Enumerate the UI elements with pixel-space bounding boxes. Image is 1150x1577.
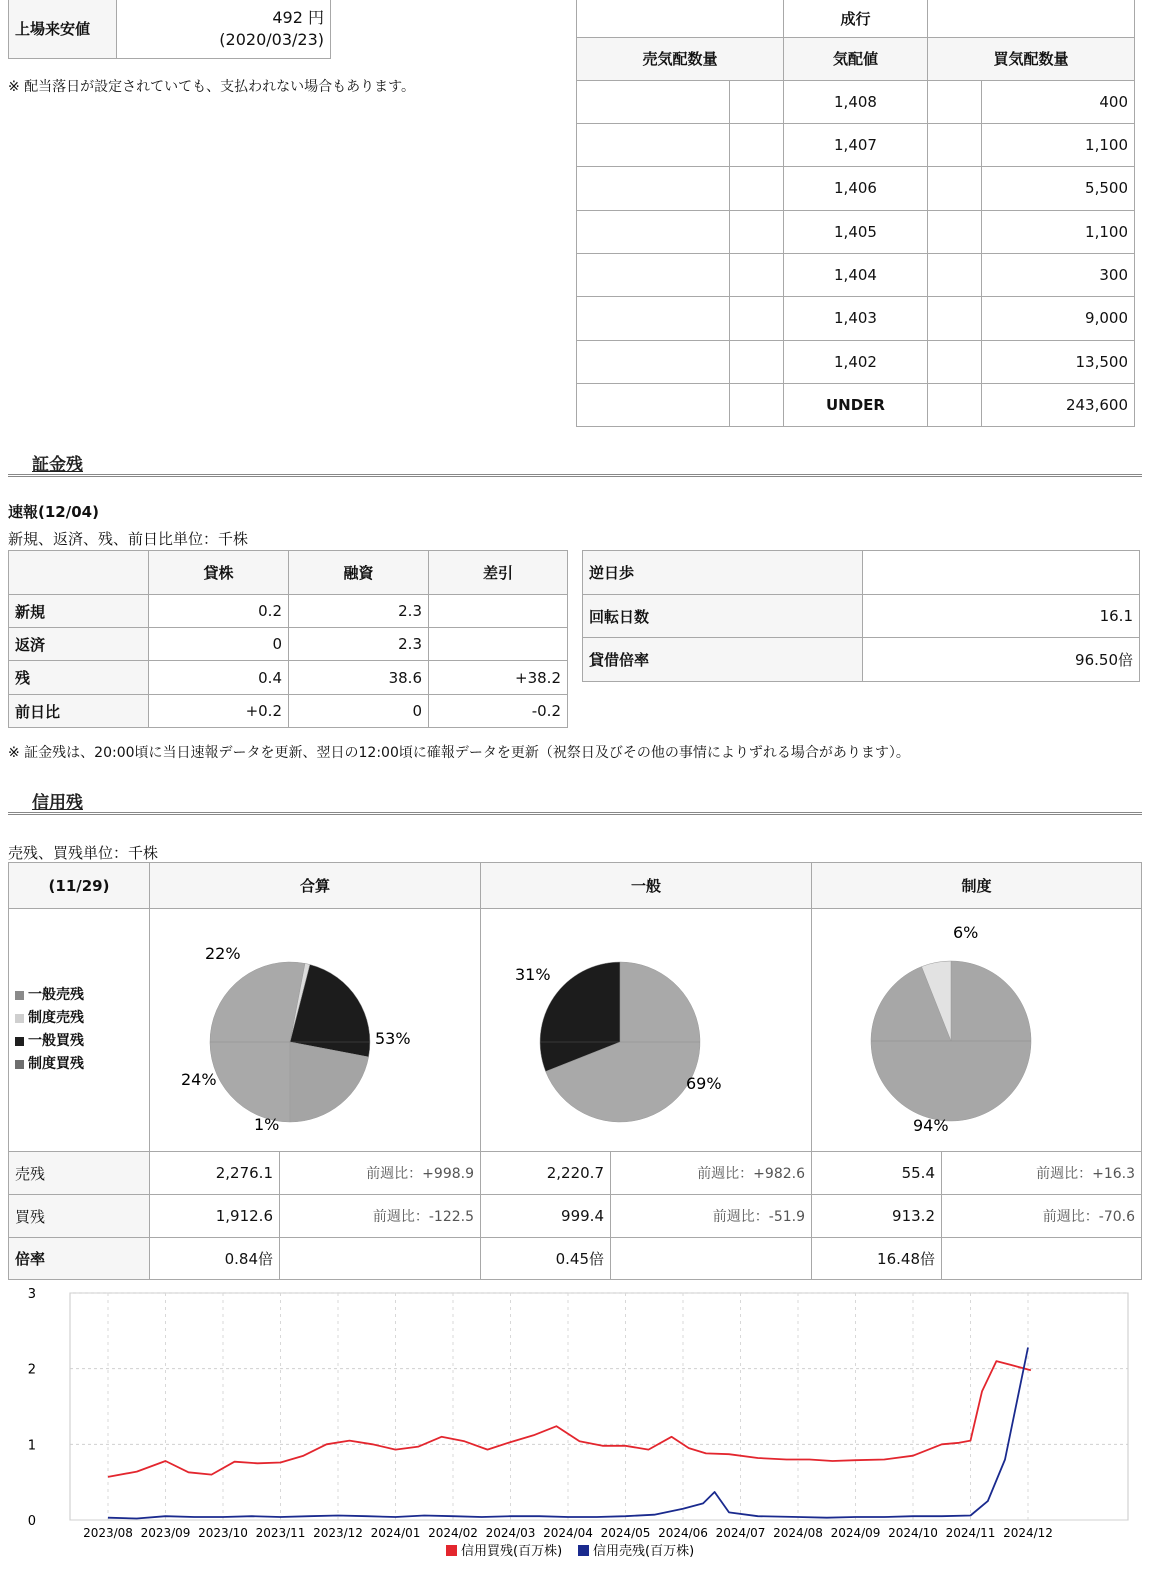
chart-x-tick-label: 2024/11 (945, 1526, 996, 1540)
chart-x-tick-label: 2024/01 (370, 1526, 421, 1540)
legend-label: 一般売残 (28, 987, 84, 1003)
chart-x-tick-label: 2024/02 (428, 1526, 478, 1540)
margin-row-label: 残 (9, 661, 149, 695)
low-price-table (8, 0, 331, 59)
credit-balance-chart (0, 1285, 1150, 1577)
buy-qty: 13,500 (982, 340, 1135, 383)
credit-table (8, 862, 1142, 1280)
legend-label: 一般買残 (28, 1033, 84, 1049)
chart-x-tick-label: 2023/08 (83, 1526, 133, 1540)
chart-x-tick-label: 2023/12 (313, 1526, 363, 1540)
order-book-table (576, 0, 1135, 427)
pie-cell-general (481, 909, 812, 1152)
pie-legend-cell (9, 909, 150, 1152)
pie-label-1: 1% (254, 1115, 280, 1134)
chart-y-ticks (28, 1287, 36, 1529)
turnover-days-label: 回転日数 (583, 595, 863, 638)
credit-date: (11/29) (9, 863, 150, 909)
buy-qty: 300 (982, 253, 1135, 296)
pie-cell-system (812, 909, 1142, 1152)
credit-row-label: 買残 (9, 1195, 150, 1238)
margin-unit-note: 新規、返済、残、前日比単位：千株 (8, 530, 249, 548)
margin-lending: +0.2 (149, 695, 289, 728)
credit-unit-note: 売残、買残単位：千株 (8, 844, 159, 862)
pie-label-94: 94% (913, 1116, 949, 1135)
credit-section-rule (8, 812, 1142, 815)
low-price-date: (2020/03/23) (219, 29, 324, 49)
credit-row-label: 倍率 (9, 1238, 150, 1280)
legend-label-sell: 信用売残(百万株) (593, 1544, 695, 1559)
legend-swatch (15, 1014, 24, 1023)
credit-row-sell (9, 1152, 1142, 1195)
credit-weekly-change: 前週比：+982.6 (611, 1152, 812, 1195)
series-line-margin-buy (108, 1361, 1031, 1477)
credit-value (280, 1238, 481, 1280)
chart-y-tick-label: 0 (27, 1514, 36, 1529)
credit-value: 1,912.6 (150, 1195, 280, 1238)
margin-net (429, 628, 568, 661)
credit-value: 55.4 (812, 1152, 942, 1195)
margin-financing: 2.3 (289, 595, 429, 628)
quote-price: UNDER (784, 383, 928, 426)
chart-x-tick-label: 2024/09 (830, 1526, 881, 1540)
legend-item-general-buy (15, 1030, 149, 1053)
credit-value: 913.2 (812, 1195, 942, 1238)
legend-label-buy: 信用買残(百万株) (461, 1544, 563, 1559)
quote-header: 気配値 (784, 37, 928, 80)
chart-x-tick-label: 2024/12 (1003, 1526, 1053, 1540)
buy-qty: 1,100 (982, 210, 1135, 253)
credit-weekly-change: 前週比：+998.9 (280, 1152, 481, 1195)
credit-col-general: 一般 (481, 863, 812, 909)
chart-x-tick-label: 2024/05 (600, 1526, 651, 1540)
margin-net: +38.2 (429, 661, 568, 695)
chart-series (108, 1348, 1031, 1519)
pie-label-6: 6% (953, 923, 979, 942)
credit-row-label: 売残 (9, 1152, 150, 1195)
margin-table (8, 550, 568, 728)
chart-x-tick-label: 2024/04 (543, 1526, 593, 1540)
chart-x-tick-label: 2023/10 (198, 1526, 248, 1540)
pie-system-slices (871, 961, 1031, 1121)
credit-weekly-change: 前週比：+16.3 (942, 1152, 1142, 1195)
low-price-price: 492 円 (272, 7, 324, 27)
margin-net: -0.2 (429, 695, 568, 728)
quote-price: 1,408 (784, 80, 928, 123)
order-row (577, 340, 1135, 383)
pie-total-slices (210, 962, 370, 1122)
margin-financing: 2.3 (289, 628, 429, 661)
margin-note: ※ 証金残は、20:00頃に当日速報データを更新、翌日の12:00頃に確報データを更新（祝祭日及びその他の事情によりずれる場合があります）。 (8, 745, 910, 761)
chart-y-tick-label: 3 (27, 1287, 36, 1302)
chart-x-tick-label: 2024/10 (888, 1526, 938, 1540)
margin-financing: 0 (289, 695, 429, 728)
order-row (577, 296, 1135, 340)
order-row (577, 253, 1135, 296)
margin-section-rule (8, 474, 1142, 477)
margin-row (9, 628, 568, 661)
pie-label-31: 31% (515, 965, 551, 984)
margin-lending: 0.4 (149, 661, 289, 695)
quote-price: 1,407 (784, 123, 928, 166)
chart-x-tick-label: 2023/09 (140, 1526, 191, 1540)
legend-item-system-buy (15, 1053, 149, 1076)
credit-value: 2,220.7 (481, 1152, 611, 1195)
chart-x-tick-label: 2024/03 (485, 1526, 536, 1540)
order-row (577, 383, 1135, 426)
credit-value: 16.48倍 (812, 1238, 942, 1280)
loan-ratio-label: 貸借倍率 (583, 638, 863, 682)
legend-swatch (15, 991, 24, 1000)
quote-price: 1,404 (784, 253, 928, 296)
buy-qty: 400 (982, 80, 1135, 123)
pie-label-22: 22% (205, 944, 241, 963)
pie-general-slices (540, 962, 700, 1122)
chart-y-tick-label: 1 (27, 1438, 36, 1454)
quote-price: 1,402 (784, 340, 928, 383)
chart-x-tick-label: 2024/07 (715, 1526, 766, 1540)
chart-legend (446, 1543, 694, 1559)
pie-chart-general (481, 909, 810, 1147)
chart-x-tick-label: 2024/06 (658, 1526, 708, 1540)
pie-cell-total (150, 909, 481, 1152)
margin-row-label: 新規 (9, 595, 149, 628)
credit-col-total: 合算 (150, 863, 481, 909)
net-header: 差引 (429, 551, 568, 595)
credit-row-buy (9, 1195, 1142, 1238)
quote-price: 1,406 (784, 166, 928, 210)
reverse-daily-fee-label: 逆日歩 (583, 551, 863, 595)
margin-row-label: 返済 (9, 628, 149, 661)
legend-item-general-sell (15, 984, 149, 1007)
legend-swatch (15, 1060, 24, 1069)
market-order-label: 成行 (784, 0, 928, 37)
legend-item-system-sell (15, 1007, 149, 1030)
credit-value (611, 1238, 812, 1280)
lending-header: 貸株 (149, 551, 289, 595)
pie-label-53: 53% (375, 1029, 411, 1048)
pie-chart-system (812, 909, 1141, 1147)
credit-row-ratio (9, 1238, 1142, 1280)
credit-col-system: 制度 (812, 863, 1142, 909)
legend-swatch-buy (446, 1545, 457, 1556)
chart-x-tick-label: 2024/08 (773, 1526, 823, 1540)
turnover-days-value: 16.1 (863, 595, 1140, 638)
buy-qty: 243,600 (982, 383, 1135, 426)
chart-y-tick-label: 2 (27, 1362, 36, 1378)
chart-frame (70, 1293, 1128, 1520)
pie-legend (15, 984, 149, 1076)
credit-value: 0.84倍 (150, 1238, 280, 1280)
legend-label: 制度売残 (28, 1010, 84, 1026)
order-row (577, 166, 1135, 210)
buy-qty: 9,000 (982, 296, 1135, 340)
credit-weekly-change: 前週比：-122.5 (280, 1195, 481, 1238)
margin-side-table (582, 550, 1140, 682)
margin-row (9, 595, 568, 628)
credit-value (942, 1238, 1142, 1280)
margin-row (9, 661, 568, 695)
margin-lending: 0 (149, 628, 289, 661)
buy-qty: 5,500 (982, 166, 1135, 210)
quote-price: 1,405 (784, 210, 928, 253)
order-row (577, 123, 1135, 166)
margin-section-title: 証金残 (32, 455, 83, 475)
dividend-note: ※ 配当落日が設定されていても、支払われない場合もあります。 (8, 79, 416, 95)
credit-value: 999.4 (481, 1195, 611, 1238)
legend-label: 制度買残 (28, 1056, 84, 1072)
quote-price: 1,403 (784, 296, 928, 340)
margin-lending: 0.2 (149, 595, 289, 628)
chart-x-tick-label: 2023/11 (255, 1526, 306, 1540)
chart-grid (70, 1293, 1128, 1520)
pie-label-69: 69% (686, 1074, 722, 1093)
order-row (577, 80, 1135, 123)
credit-value: 0.45倍 (481, 1238, 611, 1280)
financing-header: 融資 (289, 551, 429, 595)
margin-flash-date: 速報(12/04) (8, 503, 99, 521)
chart-x-ticks (83, 1526, 1053, 1540)
margin-row-label: 前日比 (9, 695, 149, 728)
legend-swatch (15, 1037, 24, 1046)
legend-swatch-sell (578, 1545, 589, 1556)
sell-qty-header: 売気配数量 (577, 37, 784, 80)
loan-ratio-value: 96.50倍 (863, 638, 1140, 682)
margin-row (9, 695, 568, 728)
credit-section-title: 信用残 (32, 793, 83, 813)
pie-label-24: 24% (181, 1070, 217, 1089)
low-price-label: 上場来安値 (9, 0, 117, 58)
low-price-value (117, 0, 331, 58)
buy-qty-header: 買気配数量 (928, 37, 1135, 80)
margin-financing: 38.6 (289, 661, 429, 695)
margin-net (429, 595, 568, 628)
credit-value: 2,276.1 (150, 1152, 280, 1195)
pie-chart-total (150, 909, 479, 1147)
order-row (577, 210, 1135, 253)
credit-weekly-change: 前週比：-70.6 (942, 1195, 1142, 1238)
buy-qty: 1,100 (982, 123, 1135, 166)
credit-weekly-change: 前週比：-51.9 (611, 1195, 812, 1238)
reverse-daily-fee-value (863, 551, 1140, 595)
